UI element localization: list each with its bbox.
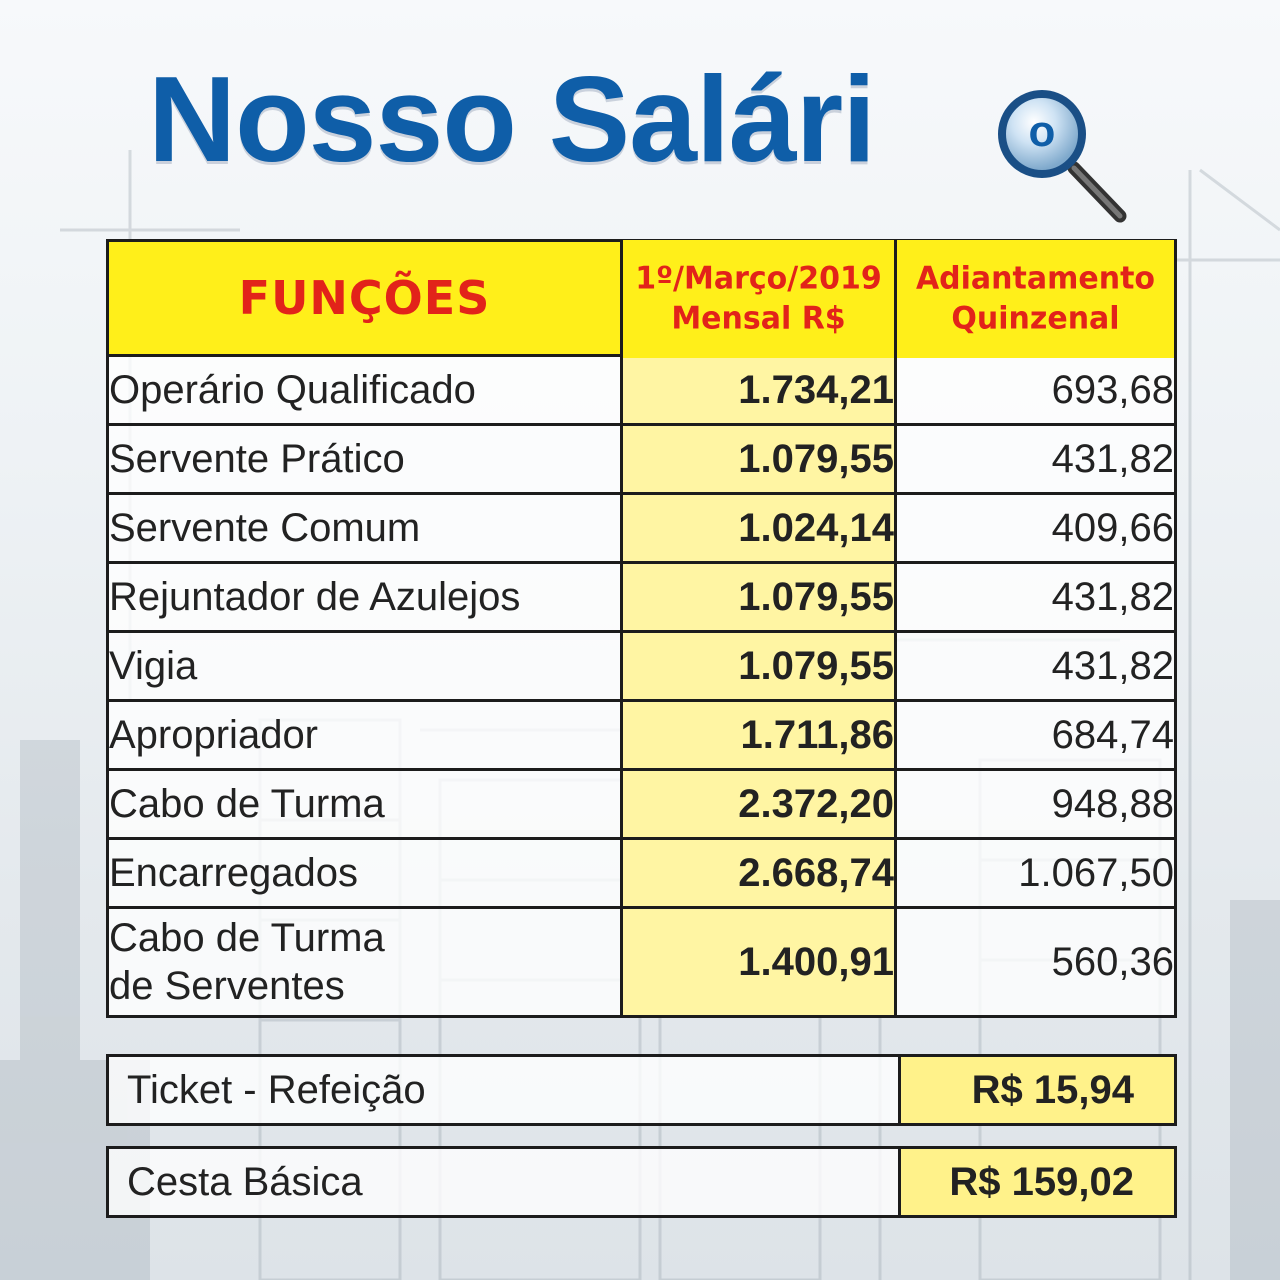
header-advance-line1: Adiantamento <box>915 259 1156 296</box>
basket-label: Cesta Básica <box>108 1148 900 1217</box>
monthly-cell: 1.079,55 <box>622 425 896 494</box>
monthly-cell: 2.372,20 <box>622 770 896 839</box>
magnifier-o: o <box>1028 107 1056 156</box>
function-cell: Operário Qualificado <box>108 356 622 425</box>
header-advance <box>896 238 1176 359</box>
header-monthly <box>622 238 896 359</box>
salary-table <box>106 239 1177 1018</box>
monthly-cell: 1.079,55 <box>622 563 896 632</box>
header-advance-line2: Quinzenal <box>951 299 1120 336</box>
function-line2: de Serventes <box>109 964 345 1008</box>
table-row <box>108 701 1176 770</box>
basket-row <box>106 1146 1177 1218</box>
advance-cell: 431,82 <box>896 425 1176 494</box>
function-cell: Encarregados <box>108 839 622 908</box>
advance-cell: 948,88 <box>896 770 1176 839</box>
table-row <box>108 632 1176 701</box>
table-row <box>108 494 1176 563</box>
table-row <box>108 839 1176 908</box>
advance-cell: 1.067,50 <box>896 839 1176 908</box>
advance-cell: 431,82 <box>896 632 1176 701</box>
function-cell: Vigia <box>108 632 622 701</box>
header-monthly-line2: Mensal R$ <box>671 299 846 336</box>
monthly-cell: 1.711,86 <box>622 701 896 770</box>
table-row <box>108 356 1176 425</box>
monthly-cell: 1.079,55 <box>622 632 896 701</box>
function-cell: Servente Prático <box>108 425 622 494</box>
magnifier-icon <box>992 84 1132 224</box>
table-row <box>108 563 1176 632</box>
header-monthly-line1: 1º/Março/2019 <box>635 259 882 296</box>
ticket-row <box>106 1054 1177 1126</box>
monthly-cell: 1.024,14 <box>622 494 896 563</box>
advance-cell: 431,82 <box>896 563 1176 632</box>
header-functions: FUNÇÕES <box>108 241 622 356</box>
advance-cell: 693,68 <box>896 356 1176 425</box>
ticket-value: R$ 15,94 <box>900 1056 1176 1125</box>
table-header <box>108 241 1176 356</box>
ticket-label: Ticket - Refeição <box>108 1056 900 1125</box>
function-cell: Cabo de Turma <box>108 770 622 839</box>
function-cell: Apropriador <box>108 701 622 770</box>
function-cell: Servente Comum <box>108 494 622 563</box>
monthly-cell: 2.668,74 <box>622 839 896 908</box>
monthly-cell: 1.400,91 <box>622 908 896 1017</box>
page-title: Nosso Salári <box>148 51 876 187</box>
table-row <box>108 770 1176 839</box>
function-line1: Cabo de Turma <box>109 916 385 960</box>
monthly-cell: 1.734,21 <box>622 356 896 425</box>
table-row <box>108 908 1176 1017</box>
basket-value: R$ 159,02 <box>900 1148 1176 1217</box>
table-row <box>108 425 1176 494</box>
advance-cell: 684,74 <box>896 701 1176 770</box>
advance-cell: 409,66 <box>896 494 1176 563</box>
function-cell <box>108 908 622 1017</box>
advance-cell: 560,36 <box>896 908 1176 1017</box>
function-cell: Rejuntador de Azulejos <box>108 563 622 632</box>
